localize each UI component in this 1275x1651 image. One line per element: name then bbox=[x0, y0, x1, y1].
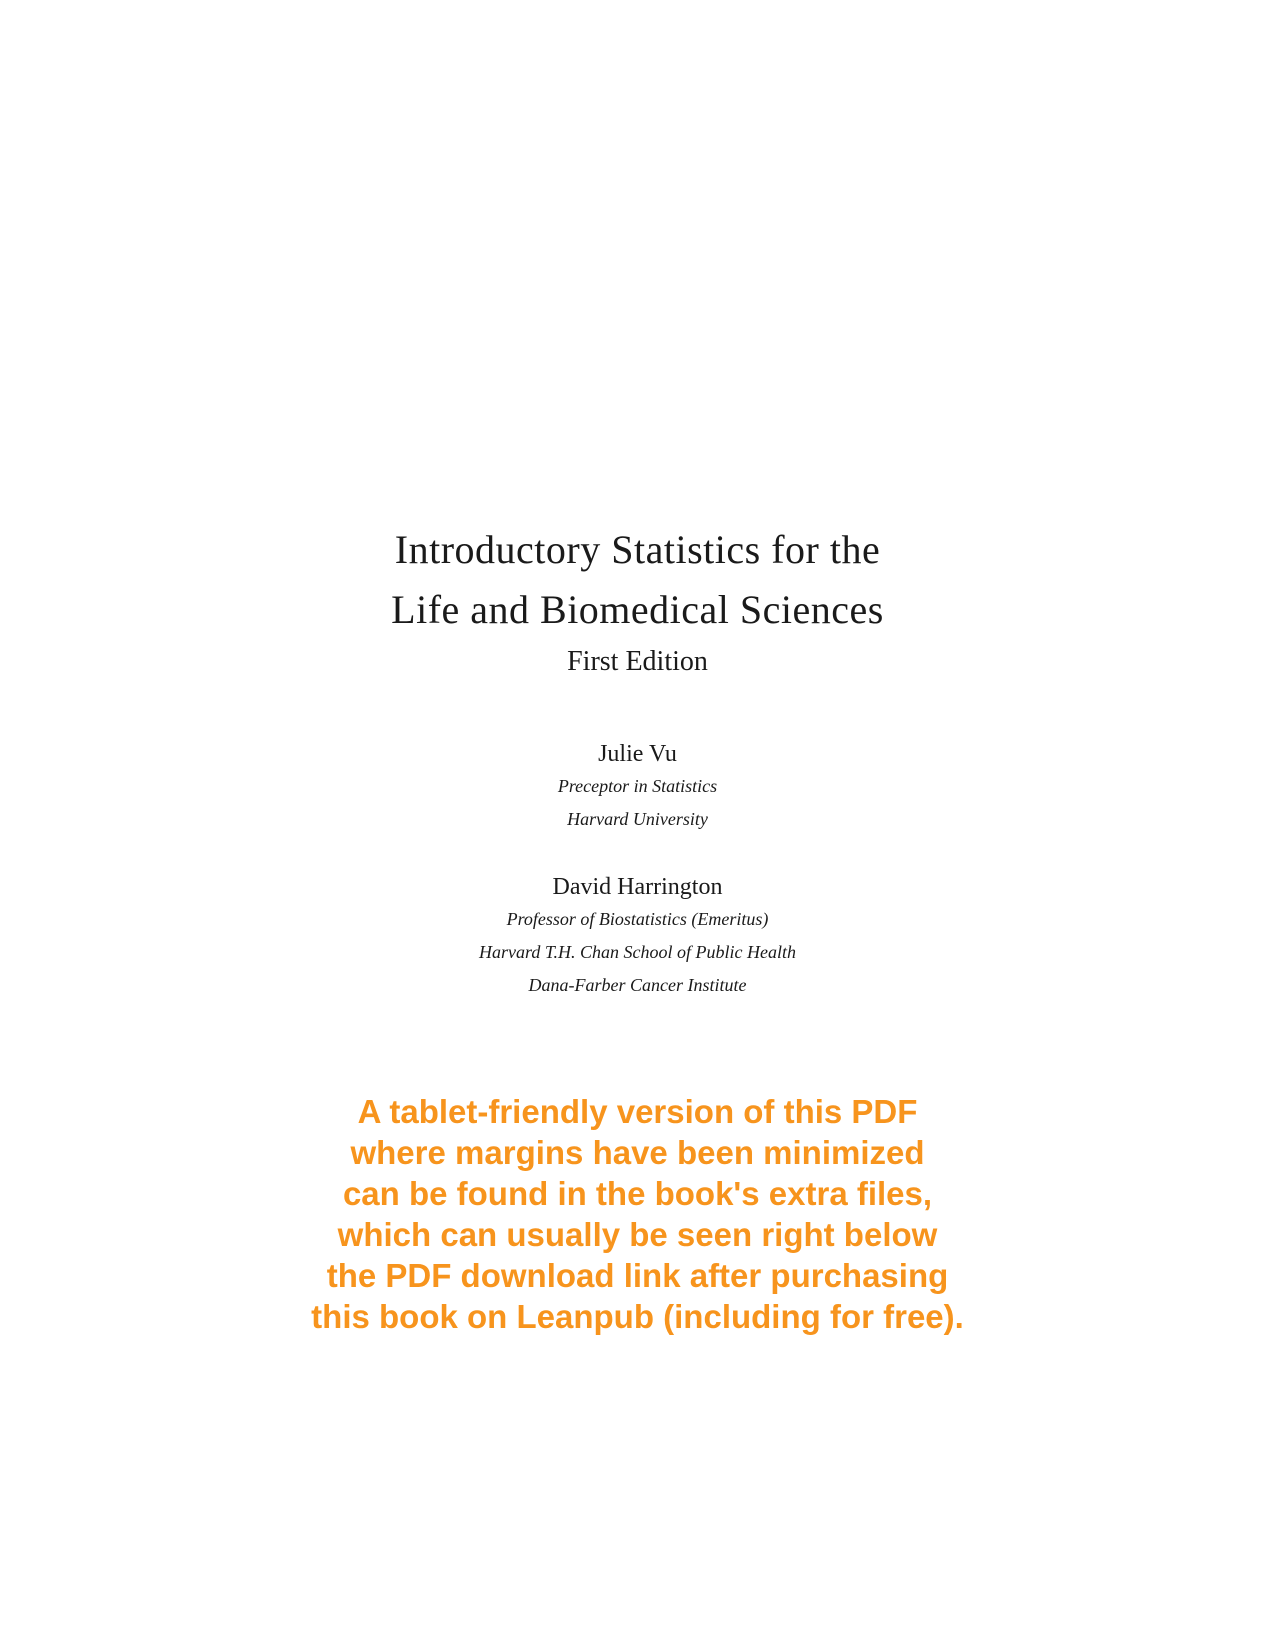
tablet-version-notice bbox=[0, 1091, 1275, 1337]
notice-line: the PDF download link after purchasing bbox=[326, 1257, 949, 1294]
author-block-1 bbox=[0, 738, 1275, 836]
author-name: Julie Vu bbox=[598, 741, 677, 767]
book-title-line-1: Introductory Statistics for the bbox=[394, 527, 881, 572]
notice-line: this book on Leanpub (including for free). bbox=[311, 1298, 964, 1335]
author-name: David Harrington bbox=[552, 874, 723, 900]
notice-line: can be found in the book's extra files, bbox=[342, 1175, 933, 1212]
edition-block bbox=[0, 644, 1275, 680]
author-affiliation: Professor of Biostatistics (Emeritus) bbox=[506, 909, 769, 929]
author-block-2 bbox=[0, 871, 1275, 1002]
author-affiliation: Dana-Farber Cancer Institute bbox=[528, 975, 747, 995]
book-title bbox=[0, 520, 1275, 640]
author-affiliation: Harvard T.H. Chan School of Public Health bbox=[479, 942, 796, 962]
notice-line: which can usually be seen right below bbox=[337, 1216, 938, 1253]
notice-line: A tablet-friendly version of this PDF bbox=[357, 1093, 918, 1130]
book-title-line-2: Life and Biomedical Sciences bbox=[391, 587, 884, 632]
edition-label: First Edition bbox=[567, 646, 708, 677]
author-affiliation: Harvard University bbox=[567, 809, 708, 829]
author-affiliation: Preceptor in Statistics bbox=[557, 776, 718, 796]
notice-line: where margins have been minimized bbox=[350, 1134, 925, 1171]
